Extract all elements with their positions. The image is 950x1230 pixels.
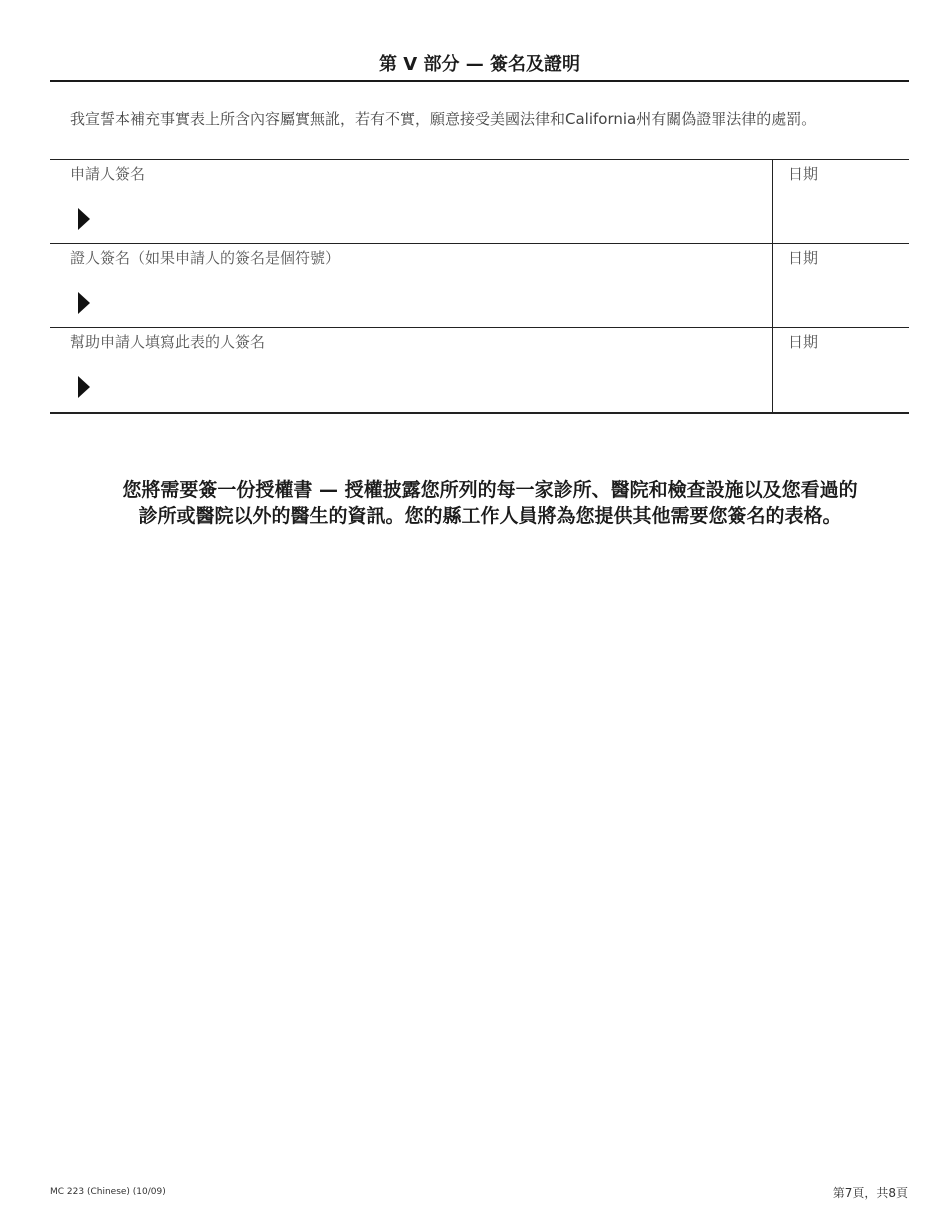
witness-signature-row — [50, 244, 909, 328]
signature-table — [50, 159, 909, 414]
applicant-signature-row — [50, 160, 909, 244]
sign-here-arrow-icon — [78, 376, 90, 398]
notice-line-1: 您將需要簽一份授權書 — 授權披露您所列的每一家診所、醫院和檢查設施以及您看過的 — [122, 479, 858, 501]
helper-signature-row — [50, 328, 909, 412]
witness-date-label: 日期 — [788, 249, 819, 267]
helper-signature-field[interactable] — [50, 328, 773, 412]
applicant-signature-field[interactable] — [50, 160, 773, 243]
section-title: 第 V 部分 — 簽名及證明 — [50, 50, 909, 82]
applicant-date-label: 日期 — [788, 165, 819, 183]
applicant-signature-label: 申請人簽名 — [70, 165, 146, 183]
witness-signature-field[interactable] — [50, 244, 773, 327]
witness-signature-label: 證人簽名（如果申請人的簽名是個符號） — [70, 249, 341, 267]
sign-here-arrow-icon — [78, 208, 90, 230]
authorization-notice — [50, 477, 930, 529]
helper-date-label: 日期 — [788, 333, 819, 351]
sign-here-arrow-icon — [78, 292, 90, 314]
helper-date-field[interactable] — [773, 328, 909, 412]
applicant-date-field[interactable] — [773, 160, 909, 243]
helper-signature-label: 幫助申請人填寫此表的人簽名 — [70, 333, 266, 351]
perjury-declaration: 我宣誓本補充事實表上所含內容屬實無訛，若有不實，願意接受美國法律和California州有關偽證罪法律的處罰。 — [70, 110, 817, 128]
notice-line-2: 診所或醫院以外的醫生的資訊。您的縣工作人員將為您提供其他需要您簽名的表格。 — [138, 505, 842, 527]
page-number: 第7頁，共8頁 — [832, 1186, 908, 1200]
form-id: MC 223 (Chinese) (10/09) — [50, 1187, 166, 1197]
witness-date-field[interactable] — [773, 244, 909, 327]
